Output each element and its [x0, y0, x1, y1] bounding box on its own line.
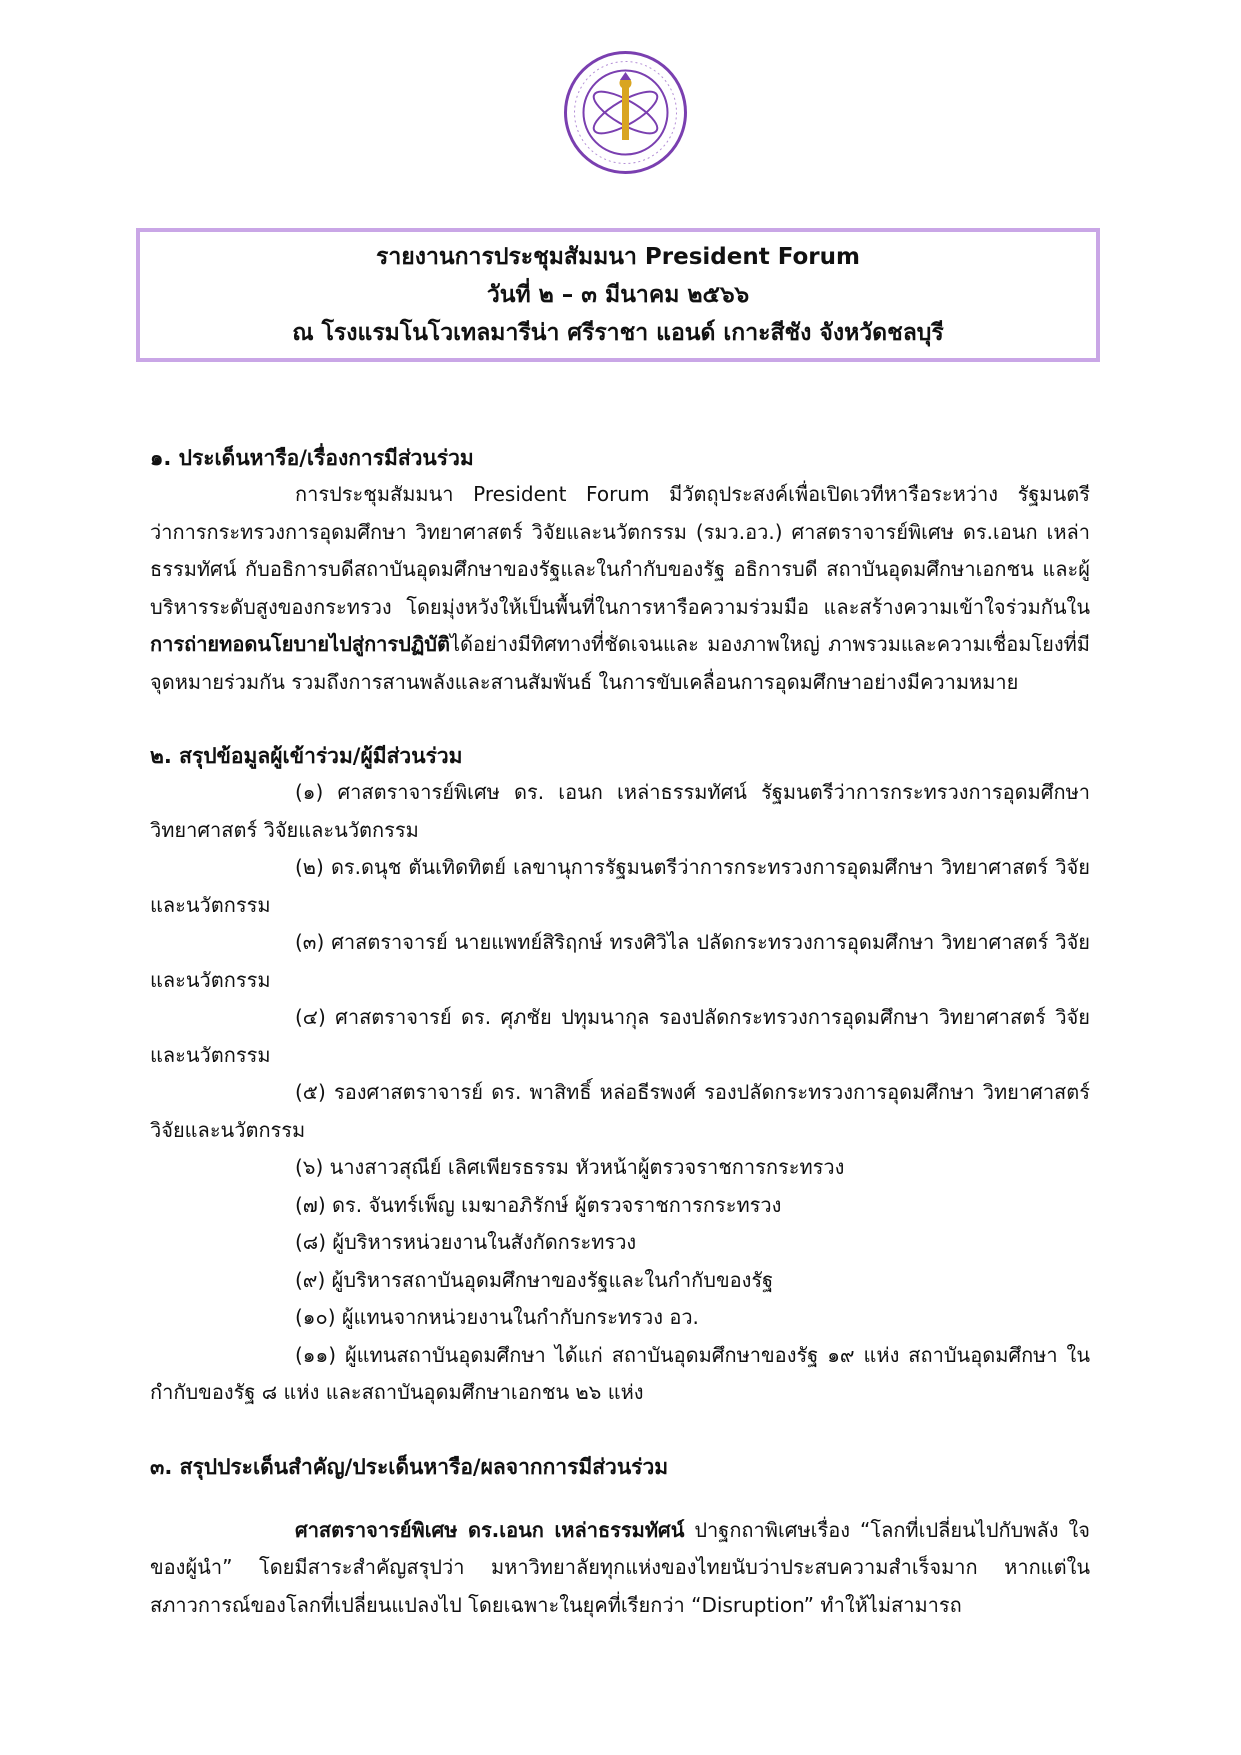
participant-item-5: (๕) รองศาสตราจารย์ ดร. พาสิทธิ์ หล่อธีรพงศ์ รองปลัดกระทรวงการอุดมศึกษา วิทยาศาสตร์ วิจัยและนวัตกรรม	[150, 1080, 1090, 1142]
section-1-text-a: การประชุมสัมมนา President Forum มีวัตถุประสงค์เพื่อเปิดเวทีหารือระหว่าง รัฐมนตรีว่าการกระทรวงการอุดมศึกษา วิทยาศาสตร์ วิจัยและนวัตกรรม (รมว.อว.) ศาสตราจารย์พิเศษ ดร.เอนก เหล่าธรรมทัศน์ กับอธิการบดีสถาบันอุดมศึกษาของรัฐและในกำกับของรัฐ อธิการบดี สถาบันอุดมศึกษาเอกชน และผู้บริหารระดับสูงของกระทรวง โดยมุ่งหวังให้เป็นพื้นที่ในการหารือความร่วมมือ และสร้างความเข้าใจร่วมกันใน	[150, 482, 1090, 619]
participant-item-1: (๑) ศาสตราจารย์พิเศษ ดร. เอนก เหล่าธรรมทัศน์ รัฐมนตรีว่าการกระทรวงการอุดมศึกษา วิทยาศาสตร์ วิจัยและนวัตกรรม	[150, 780, 1090, 842]
university-seal-logo	[563, 50, 688, 175]
section-3-paragraph	[150, 1512, 1090, 1625]
report-body	[150, 440, 1090, 1624]
report-title: รายงานการประชุมสัมมนา President Forum	[376, 244, 860, 270]
report-title-box	[136, 228, 1100, 362]
participant-item-3: (๓) ศาสตราจารย์ นายแพทย์สิริฤกษ์ ทรงศิวิไล ปลัดกระทรวงการอุดมศึกษา วิทยาศาสตร์ วิจัยและนวัตกรรม	[150, 930, 1090, 992]
section-1-paragraph	[150, 476, 1090, 701]
participant-item-2: (๒) ดร.ดนุช ตันเทิดทิตย์ เลขานุการรัฐมนตรีว่าการกระทรวงการอุดมศึกษา วิทยาศาสตร์ วิจัยและนวัตกรรม	[150, 855, 1090, 917]
participant-item-6: (๖) นางสาวสุณีย์ เลิศเพียรธรรม หัวหน้าผู้ตรวจราชการกระทรวง	[295, 1155, 845, 1179]
participant-item-10: (๑๐) ผู้แทนจากหน่วยงานในกำกับกระทรวง อว.	[295, 1305, 699, 1329]
section-1-heading: ๑. ประเด็นหารือ/เรื่องการมีส่วนร่วม	[150, 446, 474, 470]
participant-item-11: (๑๑) ผู้แทนสถาบันอุดมศึกษา ได้แก่ สถาบันอุดมศึกษาของรัฐ ๑๙ แห่ง สถาบันอุดมศึกษา ในกำกับของรัฐ ๘ แห่ง และสถาบันอุดมศึกษาเอกชน ๒๖ แห่ง	[150, 1342, 1090, 1404]
section-1-emphasis: การถ่ายทอดนโยบายไปสู่การปฏิบัติ	[150, 632, 450, 656]
section-1-text-b: ได้อย่างมีทิศทางที่ชัดเจนและ มองภาพใหญ่ ภาพรวมและความเชื่อมโยงที่มีจุดหมายร่วมกัน รวมถึงการสานพลังและสานสัมพันธ์ ในการขับเคลื่อนการอุดมศึกษาอย่างมีความหมาย	[150, 632, 1090, 694]
report-venue: ณ โรงแรมโนโวเทลมารีน่า ศรีราชา แอนด์ เกาะสีชัง จังหวัดชลบุรี	[292, 320, 944, 346]
participant-item-7: (๗) ดร. จันทร์เพ็ญ เมฆาอภิรักษ์ ผู้ตรวจราชการกระทรวง	[295, 1192, 782, 1217]
section-3-heading: ๓. สรุปประเด็นสำคัญ/ประเด็นหารือ/ผลจากการมีส่วนร่วม	[150, 1454, 669, 1479]
participant-item-9: (๙) ผู้บริหารสถาบันอุดมศึกษาของรัฐและในกำกับของรัฐ	[295, 1267, 774, 1292]
section-3-text: ปาฐกถาพิเศษเรื่อง “โลกที่เปลี่ยนไปกับพลัง ใจของผู้นำ” โดยมีสาระสำคัญสรุปว่า มหาวิทยาลัยทุกแห่งของไทยนับว่าประสบความสำเร็จมาก หากแต่ในสภาวการณ์ของโลกที่เปลี่ยนแปลงไป โดยเฉพาะในยุคที่เรียกว่า “Disruption” ทำให้ไม่สามารถ	[150, 1517, 1090, 1617]
report-date: วันที่ ๒ – ๓ มีนาคม ๒๕๖๖	[486, 282, 750, 308]
participant-item-4: (๔) ศาสตราจารย์ ดร. ศุภชัย ปทุมนากุล รองปลัดกระทรวงการอุดมศึกษา วิทยาศาสตร์ วิจัยและนวัตกรรม	[150, 1005, 1090, 1067]
speaker-name: ศาสตราจารย์พิเศษ ดร.เอนก เหล่าธรรมทัศน์	[295, 1517, 685, 1542]
participant-item-8: (๘) ผู้บริหารหน่วยงานในสังกัดกระทรวง	[295, 1230, 637, 1254]
section-2-heading: ๒. สรุปข้อมูลผู้เข้าร่วม/ผู้มีส่วนร่วม	[150, 744, 463, 768]
